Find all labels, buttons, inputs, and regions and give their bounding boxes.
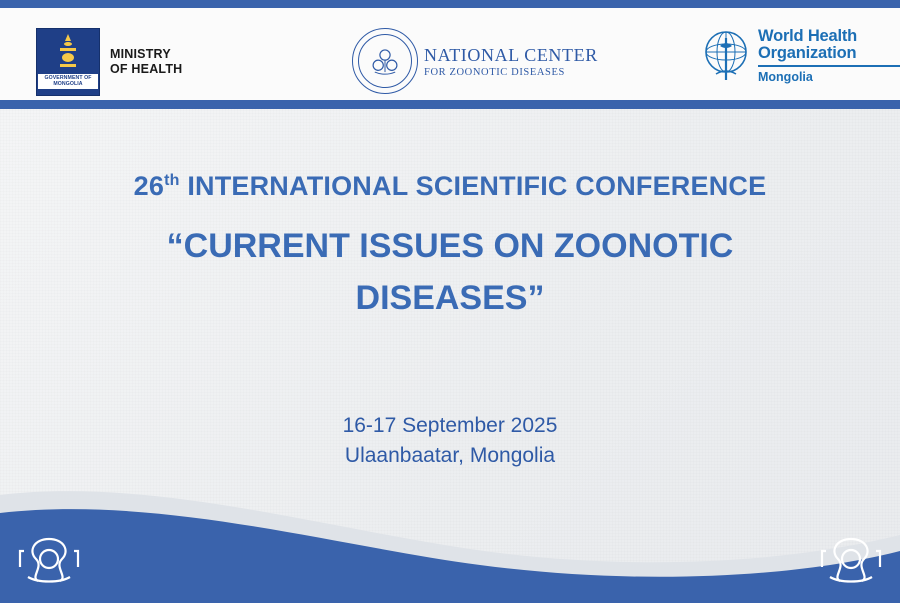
slide-body <box>0 109 900 603</box>
who-emblem-icon <box>700 28 752 84</box>
nczd-logo <box>352 28 598 94</box>
edition-number: 26 <box>133 171 165 201</box>
event-location: Ulaanbaatar, Mongolia <box>344 444 556 467</box>
emblem-banner-line2: MONGOLIA <box>53 81 83 87</box>
ministry-of-health-logo <box>36 28 182 96</box>
who-logo <box>700 28 900 84</box>
celtic-knot-icon <box>16 531 82 587</box>
nczd-name-label <box>424 45 598 78</box>
logo-header <box>0 8 900 100</box>
emblem-banner-text <box>37 75 99 87</box>
edition-ordinal: th <box>164 172 180 189</box>
ministry-label-line1: MINISTRY <box>110 47 171 61</box>
emblem-banner-line1: GOVERNMENT OF <box>44 75 92 81</box>
event-date: 16-17 September 2025 <box>342 414 558 437</box>
conference-edition-line <box>0 171 900 202</box>
header-divider-bar <box>0 100 900 109</box>
who-name-line1: World Health <box>758 27 858 45</box>
who-name-line2: Organization <box>758 44 857 62</box>
conference-subtitle: INTERNATIONAL SCIENTIFIC CONFERENCE <box>187 171 767 201</box>
decorative-wave-footer <box>0 443 900 603</box>
top-accent-bar <box>0 0 900 8</box>
nczd-name-line1: NATIONAL CENTER <box>424 44 598 65</box>
nczd-circular-seal-icon <box>352 28 418 94</box>
ministry-of-health-label <box>110 47 182 77</box>
celtic-knot-icon <box>818 531 884 587</box>
title-block <box>0 171 900 324</box>
who-country-label: Mongolia <box>758 70 813 84</box>
soyombo-symbol-icon <box>58 34 78 70</box>
mongolia-state-emblem-icon <box>36 28 100 96</box>
nczd-name-line2: FOR ZOONOTIC DISEASES <box>424 66 565 78</box>
who-name-label <box>758 28 900 84</box>
ministry-label-line2: OF HEALTH <box>110 62 183 76</box>
nczd-seal-glyph-icon <box>368 44 402 78</box>
who-underline-divider <box>758 65 900 67</box>
page-title: “CURRENT ISSUES ON ZOONOTIC DISEASES” <box>166 227 734 317</box>
